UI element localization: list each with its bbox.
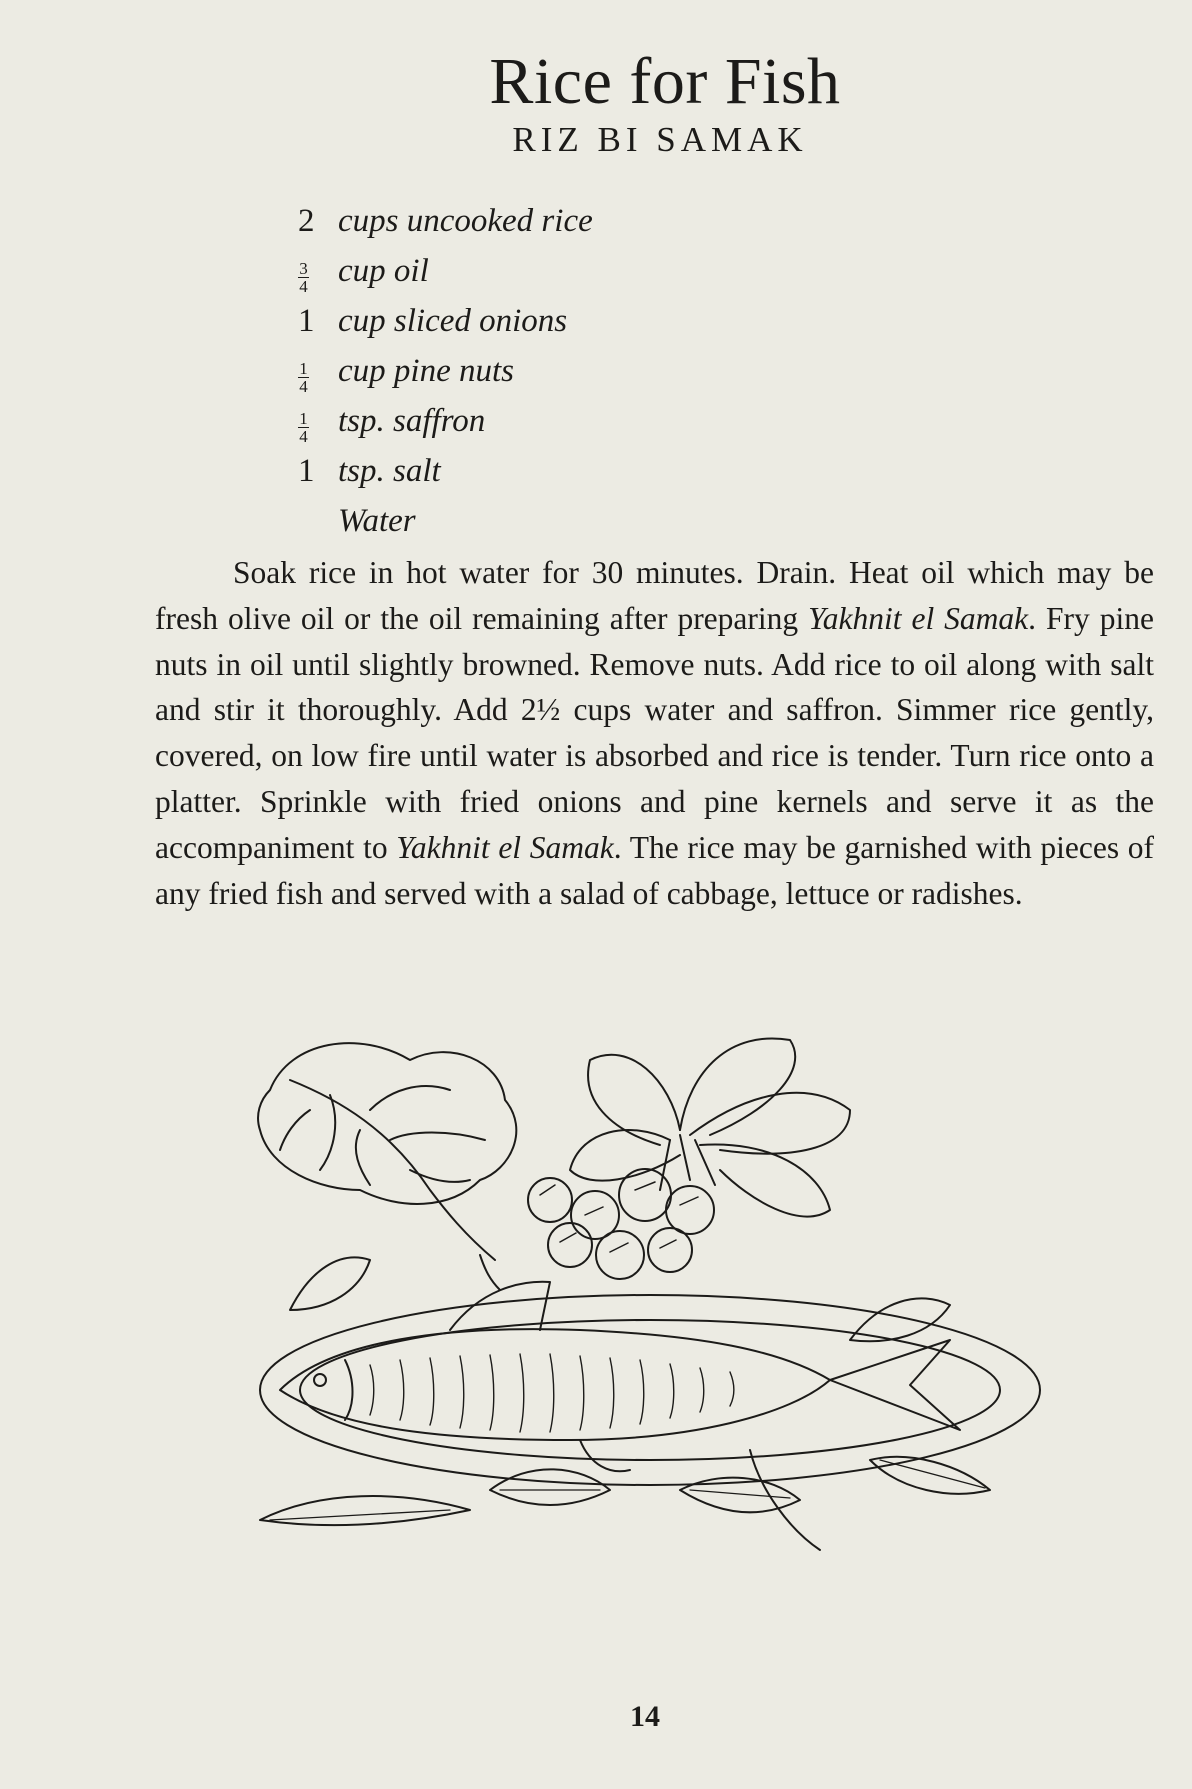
ingredient-qty: 1 (298, 303, 315, 339)
ingredient-name: Water (338, 503, 416, 539)
ingredient-list (298, 196, 593, 546)
fraction-one-quarter: $\frac{1}{4}$ (299, 358, 308, 396)
recipe-subtitle: RIZ BI SAMAK (512, 120, 808, 159)
ingredient-item (298, 496, 593, 546)
ingredient-item (298, 196, 593, 246)
ingredient-name: cup pine nuts (338, 353, 514, 389)
ingredient-name: cup oil (338, 253, 429, 289)
directions-part-1: Soak rice in hot water for 30 minutes. Drain. Heat oil which may be fresh olive oil or the oil remaining after preparing (155, 555, 1154, 636)
ingredient-qty: 2 (298, 203, 315, 239)
ingredient-item (298, 296, 593, 346)
ingredient-name: cups uncooked rice (338, 203, 593, 239)
platter-icon (260, 1295, 1040, 1485)
ingredient-qty (298, 246, 338, 296)
ingredient-qty: 1 (298, 453, 315, 489)
fraction-three-quarters: $\frac{3}{4}$ (299, 258, 308, 296)
page-number: 14 (630, 1700, 660, 1733)
ingredient-qty (298, 396, 338, 446)
ingredient-name: cup sliced onions (338, 303, 568, 339)
directions-part-3: . The rice may be garnished with pieces of any fried fish and served with a salad of cabbage, lettuce or radishes. (155, 829, 1155, 911)
ingredient-item (298, 246, 593, 296)
fish-platter-illustration (250, 1020, 1100, 1640)
ingredient-name: tsp. saffron (338, 403, 486, 439)
recipe-directions (155, 550, 1154, 916)
radish-bunch-icon (528, 1038, 850, 1279)
ingredient-qty (298, 496, 338, 546)
dish-name-reference: Yakhnit el Samak (396, 829, 614, 865)
ingredient-name: tsp. salt (338, 453, 441, 489)
cabbage-leaf-icon (258, 1043, 516, 1290)
garnish-leaves-icon (260, 1257, 990, 1550)
ingredient-qty (298, 346, 338, 396)
fraction-one-quarter: $\frac{1}{4}$ (299, 408, 308, 446)
ingredient-item (298, 446, 593, 496)
ingredient-item (298, 396, 593, 446)
directions-part-2: . Fry pine nuts in oil until slightly browned. Remove nuts. Add rice to oil along with salt and stir it thoroughly. Add 2½ cups water and saffron. Simmer rice gently, covered, on low fire until water is absorbed and rice is tender. Turn rice onto a platter. Sprinkle with fried onions and pine kernels and serve it as the accompaniment to (155, 600, 1155, 865)
recipe-title: Rice for Fish (489, 45, 841, 118)
dish-name-reference: Yakhnit el Samak (808, 600, 1029, 636)
ingredient-item (298, 346, 593, 396)
